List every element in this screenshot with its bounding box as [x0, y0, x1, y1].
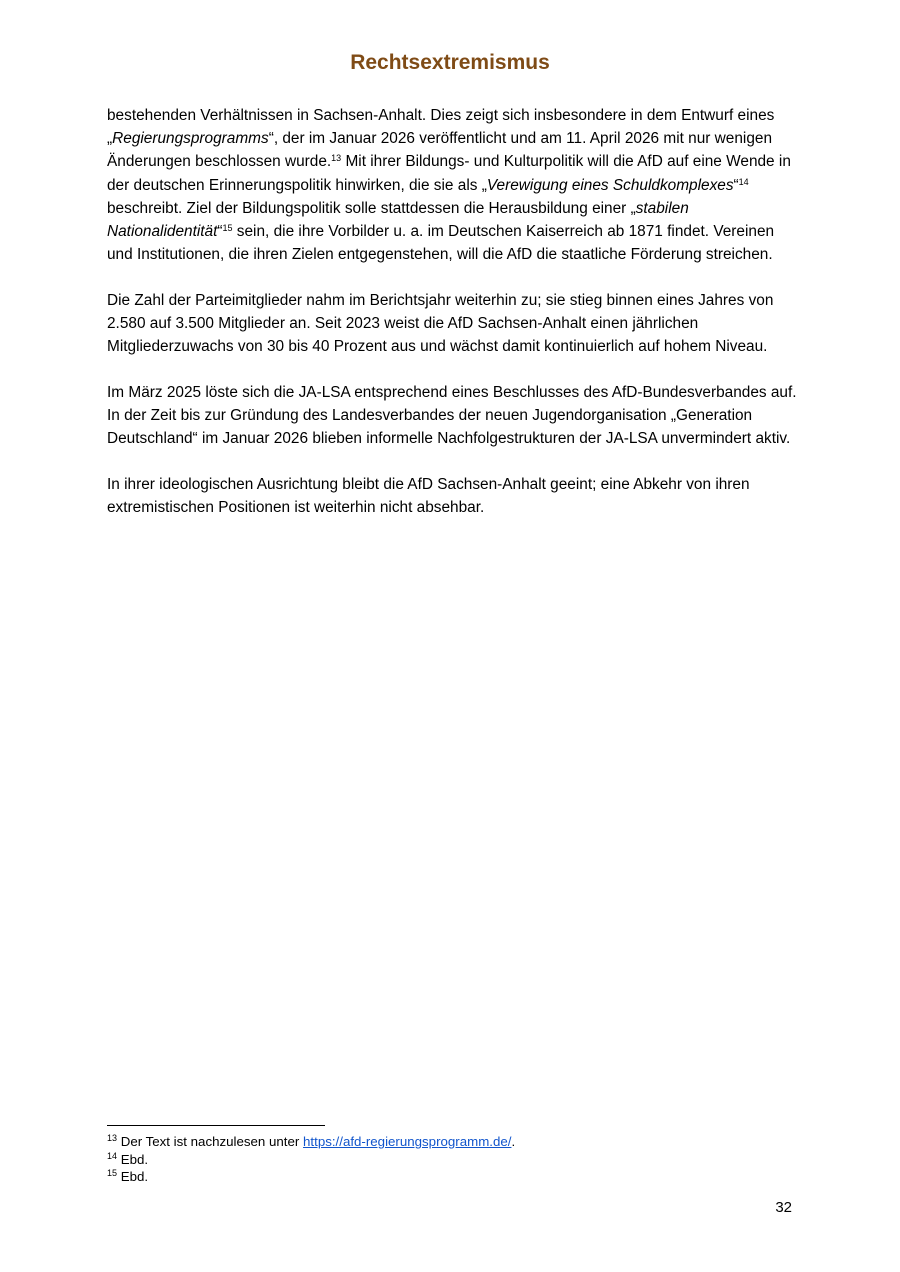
quote-verewigung: Verewigung eines Schuldkomplexes [486, 176, 734, 194]
page-header-title: Rechtsextremismus [350, 51, 550, 74]
footnote-number: 13 [107, 1133, 118, 1143]
paragraph-1-text-a: bestehenden Verhältnissen in Sachsen-Anhalt. Dies zeigt sich insbesondere in dem Entwurf eines „ [107, 107, 775, 148]
quote-regierungsprogramms: Regierungsprogramms [112, 130, 269, 148]
paragraph-3: Im März 2025 löste sich die JA-LSA entsprechend eines Beschlusses des AfD-Bundesverbandes auf. In der Zeit bis zur Gründung des Landesverbandes der neuen Jugendorganisation „Generation Deutschland“ im Januar 2026 blieben informelle Nachfolgestrukturen der JA-LSA unvermindert aktiv. [107, 384, 797, 448]
footnote-number: 15 [107, 1168, 118, 1178]
quote-close-1: “ [733, 176, 739, 194]
paragraph-1-text-d: beschreibt. Ziel der Bildungspolitik solle stattdessen die Herausbildung einer „ [107, 199, 636, 217]
paragraph-2: Die Zahl der Parteimitglieder nahm im Berichtsjahr weiterhin zu; sie stieg binnen eines Jahres von 2.580 auf 3.500 Mitglieder an. Seit 2023 weist die AfD Sachsen-Anhalt einen jährlichen Mitgliederzuwachs von 30 bis 40 Prozent aus und wächst damit kontinuierlich auf hohem Niveau. [107, 291, 774, 356]
paragraph-1-text-b: “, der im Januar 2026 veröffentlicht und am 11. April 2026 mit nur wenigen Änderungen beschlossen wurde. [107, 130, 773, 171]
footnote-15 [107, 1168, 797, 1186]
footnote-13 [107, 1133, 797, 1151]
paragraph-4: In ihrer ideologischen Ausrichtung bleibt die AfD Sachsen-Anhalt geeint; eine Abkehr von ihren extremistischen Positionen ist weiterhin nicht absehbar. [107, 476, 750, 517]
paragraph-1-text-e: sein, die ihre Vorbilder u. a. im Deutschen Kaiserreich ab 1871 findet. Vereinen und Institutionen, die ihren Zielen entgegenstehen, will die AfD die staatliche Förderung streichen. [107, 223, 775, 264]
paragraph-1-text-c: Mit ihrer Bildungs- und Kulturpolitik will die AfD auf eine Wende in der deutschen Erinnerungspolitik hinwirken, die sie als „ [107, 153, 791, 194]
footnote-ref-15[interactable]: 15 [222, 223, 233, 234]
footnote-ref-14[interactable]: 14 [738, 176, 749, 187]
quote-nationalidentitaet: stabilen Nationalidentität [107, 199, 689, 241]
main-body-text [107, 104, 797, 542]
footnote-14 [107, 1151, 797, 1169]
quote-close-2: “ [217, 223, 223, 241]
paragraph-1 [107, 104, 797, 266]
footnote-text: Ebd. [117, 1151, 149, 1167]
footnote-text: Der Text ist nachzulesen unter [117, 1134, 304, 1149]
footnote-ref-13[interactable]: 13 [331, 153, 342, 164]
footnote-link[interactable]: https://afd-regierungsprogramm.de/ [303, 1134, 512, 1149]
footnote-suffix: . [511, 1134, 516, 1149]
footnotes-section [107, 1133, 797, 1186]
page-number: 32 [775, 1199, 792, 1216]
footnote-number: 14 [107, 1150, 118, 1161]
footnote-text: Ebd. [117, 1169, 149, 1184]
footnote-separator [107, 1125, 325, 1126]
